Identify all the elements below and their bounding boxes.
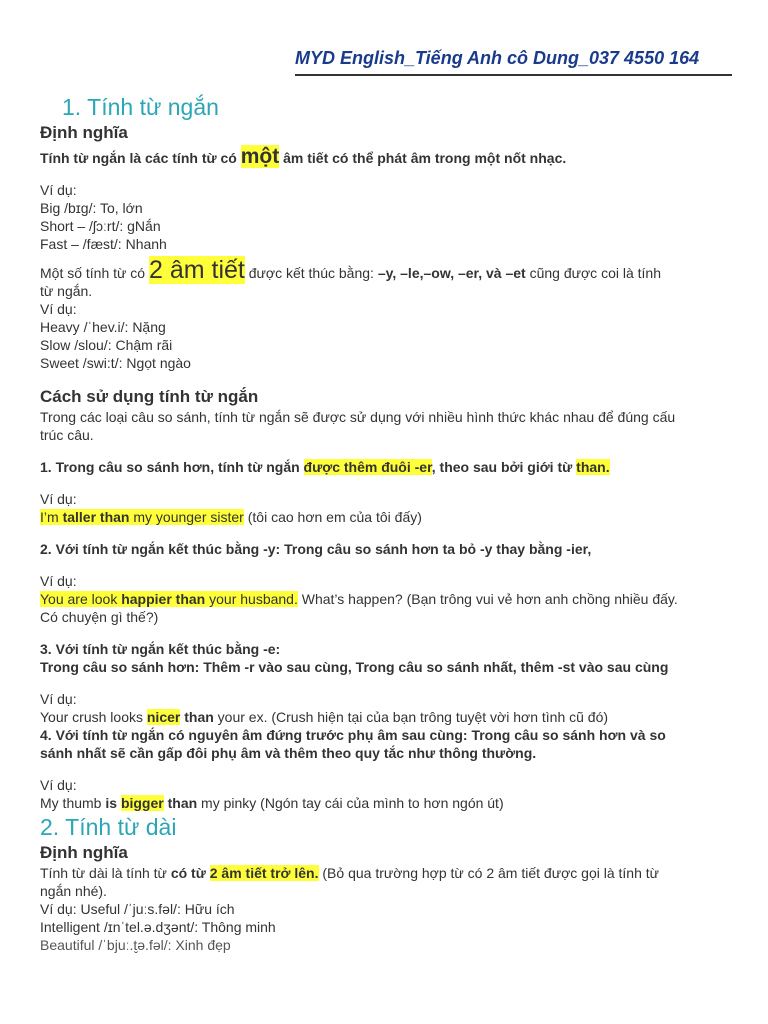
example-label: Ví dụ: <box>40 491 77 507</box>
example-label: Ví dụ: <box>40 691 77 707</box>
definition-text: Tính từ ngắn là các tính từ có một âm tiết có thể phát âm trong một nốt nhạc. <box>40 145 567 168</box>
example-sweet: Sweet /swi:t/: Ngọt ngào <box>40 355 191 371</box>
rule-3: 3. Với tính từ ngắn kết thúc bằng -e: <box>40 641 281 657</box>
definition-text-2-cont: ngắn nhé). <box>40 883 107 899</box>
rule-3-detail: Trong câu so sánh hơn: Thêm -r vào sau cùng, Trong câu so sánh nhất, thêm -st vào sau cùng <box>40 659 669 675</box>
example-happier: You are look happier than your husband. What’s happen? (Bạn trông vui vẻ hơn anh chồng nhiều đấy. <box>40 591 678 607</box>
header-divider <box>295 74 732 76</box>
example-big: Big /bɪg/: To, lớn <box>40 200 143 216</box>
example-short: Short – /ʃɔːrt/: gNắn <box>40 218 161 234</box>
example-label: Ví dụ: <box>40 182 77 198</box>
example-label: Ví dụ: <box>40 573 77 589</box>
section-2-heading: 2. Tính từ dài <box>40 814 177 840</box>
document-header: MYD English_Tiếng Anh cô Dung_037 4550 164 <box>295 48 700 68</box>
example-beautiful: Beautiful /ˈbjuː.t̬ə.fəl/: Xinh đẹp <box>40 937 231 953</box>
usage-text: Trong các loại câu so sánh, tính từ ngắn sẽ được sử dụng với nhiều hình thức khác nhau để đúng cấu <box>40 409 676 425</box>
example-heavy: Heavy /ˈhev.i/: Nặng <box>40 319 166 335</box>
example-nicer: Your crush looks nicer than your ex. (Crush hiện tại của bạn trông tuyệt vời hơn tình cũ đó) <box>40 709 609 725</box>
usage-text-cont: trúc câu. <box>40 427 94 443</box>
rule-4: 4. Với tính từ ngắn có nguyên âm đứng trước phụ âm sau cùng: Trong câu so sánh hơn và so <box>40 727 666 743</box>
definition-title-2: Định nghĩa <box>40 843 128 862</box>
rule-1: 1. Trong câu so sánh hơn, tính từ ngắn được thêm đuôi -er, theo sau bởi giới từ than. <box>40 459 610 475</box>
two-syllable-text-cont: từ ngắn. <box>40 283 93 299</box>
example-bigger: My thumb is bigger than my pinky (Ngón tay cái của mình to hơn ngón út) <box>40 795 504 811</box>
example-label: Ví dụ: <box>40 777 77 793</box>
example-taller: I’m taller than my younger sister (tôi cao hơn em của tôi đấy) <box>40 509 422 525</box>
example-happier-cont: Có chuyện gì thế?) <box>40 609 159 625</box>
definition-title: Định nghĩa <box>40 123 128 142</box>
usage-title: Cách sử dụng tính từ ngắn <box>40 387 259 406</box>
two-syllable-text: Một số tính từ có 2 âm tiết được kết thúc bằng: –y, –le,–ow, –er, và –et cũng được coi là tính <box>40 256 661 284</box>
rule-2: 2. Với tính từ ngắn kết thúc bằng -y: Trong câu so sánh hơn ta bỏ -y thay bằng -ier, <box>40 541 592 557</box>
example-useful: Ví dụ: Useful /ˈjuːs.fəl/: Hữu ích <box>40 901 235 917</box>
example-slow: Slow /slou/: Chậm rãi <box>40 337 173 353</box>
example-fast: Fast – /fæst/: Nhanh <box>40 236 167 252</box>
example-intelligent: Intelligent /ɪnˈtel.ə.dʒənt/: Thông minh <box>40 919 276 935</box>
definition-text-2: Tính từ dài là tính từ có từ 2 âm tiết trở lên. (Bỏ qua trường hợp từ có 2 âm tiết được gọi là tính từ <box>40 865 660 881</box>
document-body <box>40 92 740 954</box>
example-label: Ví dụ: <box>40 301 77 317</box>
rule-4-cont: sánh nhất sẽ cần gấp đôi phụ âm và thêm theo quy tắc như thông thường. <box>40 745 537 761</box>
section-1-heading: 1. Tính từ ngắn <box>62 94 219 120</box>
